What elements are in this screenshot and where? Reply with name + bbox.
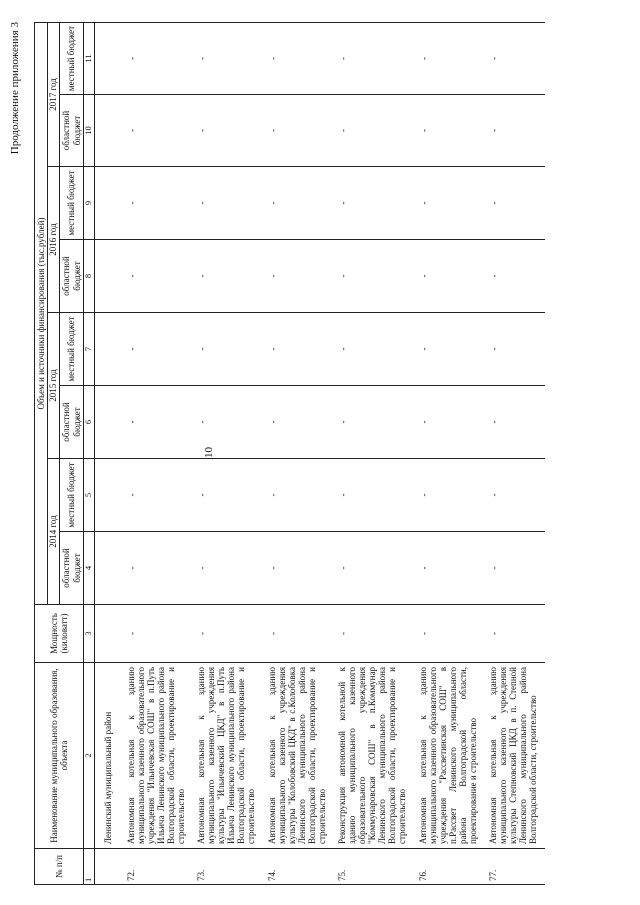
- value-cell: -: [193, 22, 263, 94]
- column-index: 5: [84, 459, 95, 532]
- header-num: № п/п: [35, 849, 84, 885]
- row-number: 76.: [415, 849, 485, 885]
- value-cell: -: [485, 532, 545, 605]
- header-year-2014: 2014 год: [48, 459, 60, 605]
- header-regional-2014: областной бюджет: [60, 532, 84, 605]
- column-index: 3: [84, 605, 95, 663]
- table-body: [84, 22, 546, 884]
- value-cell: -: [334, 532, 415, 605]
- value-cell: -: [485, 386, 545, 459]
- value-cell: -: [193, 95, 263, 167]
- header-power: Мощность (киловатт): [35, 605, 84, 663]
- value-cell: -: [123, 167, 193, 240]
- value-cell: -: [485, 313, 545, 386]
- row-number: 77.: [485, 849, 545, 885]
- row-number: 74.: [264, 849, 334, 885]
- continuation-note: Продолжение приложения 3: [9, 22, 21, 155]
- value-cell: -: [193, 386, 263, 459]
- object-name: Автономная котельная к зданию муниципального казенного учреждения культуры "Колобовский ЦКД" в с.Колобовка Ленинского муниципального района Волгоградской области, проектирование и строительство: [264, 663, 334, 849]
- value-cell: -: [415, 386, 485, 459]
- header-year-2015: 2015 год: [48, 313, 60, 459]
- column-index: 7: [84, 313, 95, 386]
- header-local-2015: местный бюджет: [60, 313, 84, 386]
- column-index: 4: [84, 532, 95, 605]
- value-cell: -: [123, 605, 193, 663]
- value-cell: -: [193, 532, 263, 605]
- header-finance: Объем и источники финансирования (тыс.рублей): [35, 22, 48, 604]
- value-cell: -: [334, 313, 415, 386]
- header-regional-2015: областной бюджет: [60, 386, 84, 459]
- value-cell: -: [123, 95, 193, 167]
- row-number: 73.: [193, 849, 263, 885]
- value-cell: -: [334, 459, 415, 532]
- column-index: 6: [84, 386, 95, 459]
- value-cell: -: [415, 459, 485, 532]
- table-row: [334, 22, 415, 884]
- value-cell: -: [193, 605, 263, 663]
- value-cell: -: [264, 313, 334, 386]
- table-row: [485, 22, 545, 884]
- header-year-2017: 2017 год: [48, 22, 60, 166]
- value-cell: -: [485, 95, 545, 167]
- value-cell: -: [264, 95, 334, 167]
- header-regional-2016: областной бюджет: [60, 240, 84, 313]
- column-index: 9: [84, 167, 95, 240]
- value-cell: -: [334, 167, 415, 240]
- object-name: Реконструкция автономной котельной к зданию муниципального казенного образовательного учреждения "Коммунаровская СОШ" в п.Коммунар Ленинского муниципального района Волгоградской области, проектирование и строительство: [334, 663, 415, 849]
- value-cell: -: [415, 532, 485, 605]
- table-row: [415, 22, 485, 884]
- value-cell: -: [264, 386, 334, 459]
- value-cell: -: [415, 313, 485, 386]
- value-cell: -: [485, 22, 545, 94]
- column-index: 2: [84, 663, 95, 849]
- row-number: 72.: [123, 849, 193, 885]
- object-name: Автономная котельная к зданию муниципального казенного образовательного учреждения "Ильичевская СОШ" в п.Путь Ильича Ленинского муниципального района Волгоградской области, проектирование и строительство: [123, 663, 193, 849]
- value-cell: -: [123, 240, 193, 313]
- value-cell: -: [264, 532, 334, 605]
- value-cell: -: [123, 386, 193, 459]
- value-cell: -: [334, 95, 415, 167]
- value-cell: -: [193, 313, 263, 386]
- column-index: 8: [84, 240, 95, 313]
- value-cell: -: [485, 459, 545, 532]
- header-regional-2017: областной бюджет: [60, 95, 84, 167]
- column-index: 1: [84, 849, 95, 885]
- value-cell: -: [123, 22, 193, 94]
- value-cell: -: [123, 313, 193, 386]
- value-cell: -: [264, 22, 334, 94]
- value-cell: -: [334, 240, 415, 313]
- value-cell: -: [264, 459, 334, 532]
- object-name: Автономная котельная к зданию муниципального казенного учреждения культуры "Ильичевский ЦКД" в п.Путь Ильича Ленинского муниципального района Волгоградской области, проектирование и строительство: [193, 663, 263, 849]
- header-local-2016: местный бюджет: [60, 167, 84, 240]
- value-cell: -: [334, 605, 415, 663]
- value-cell: -: [123, 532, 193, 605]
- header-name: Наименование муниципального образования, объекта: [35, 663, 84, 849]
- value-cell: -: [264, 167, 334, 240]
- value-cell: -: [193, 459, 263, 532]
- value-cell: -: [415, 22, 485, 94]
- table-row: [193, 22, 263, 884]
- value-cell: -: [485, 605, 545, 663]
- column-index: 11: [84, 22, 95, 94]
- section-row: [94, 22, 123, 884]
- value-cell: -: [485, 240, 545, 313]
- header-year-2016: 2016 год: [48, 167, 60, 313]
- column-index-row: [84, 22, 95, 884]
- value-cell: -: [415, 605, 485, 663]
- section-title: Ленинский муниципальный район: [94, 663, 123, 849]
- value-cell: -: [334, 386, 415, 459]
- row-number: 75.: [334, 849, 415, 885]
- value-cell: -: [415, 95, 485, 167]
- column-index: 10: [84, 95, 95, 167]
- object-name: Автономная котельная к зданию муниципального казенного образовательного учреждения "Рассветинская СОШ" в п.Рассвет Ленинского муниципального района Волгоградской области, проектирование и строительство: [415, 663, 485, 849]
- value-cell: -: [264, 240, 334, 313]
- value-cell: -: [334, 22, 415, 94]
- header-local-2014: местный бюджет: [60, 459, 84, 532]
- value-cell: -: [264, 605, 334, 663]
- value-cell: -: [193, 240, 263, 313]
- financing-table: [34, 22, 545, 885]
- header-local-2017: местный бюджет: [60, 22, 84, 94]
- value-cell: -: [415, 167, 485, 240]
- table-row: [123, 22, 193, 884]
- value-cell: -: [415, 240, 485, 313]
- object-name: Автономная котельная к зданию муниципального казенного учреждения культуры Степновский ЦКД в п. Степной Ленинского муниципального района Волгоградской области, строительство: [485, 663, 545, 849]
- value-cell: -: [485, 167, 545, 240]
- value-cell: -: [123, 459, 193, 532]
- page-number: 10: [203, 447, 215, 458]
- table-row: [264, 22, 334, 884]
- value-cell: -: [193, 167, 263, 240]
